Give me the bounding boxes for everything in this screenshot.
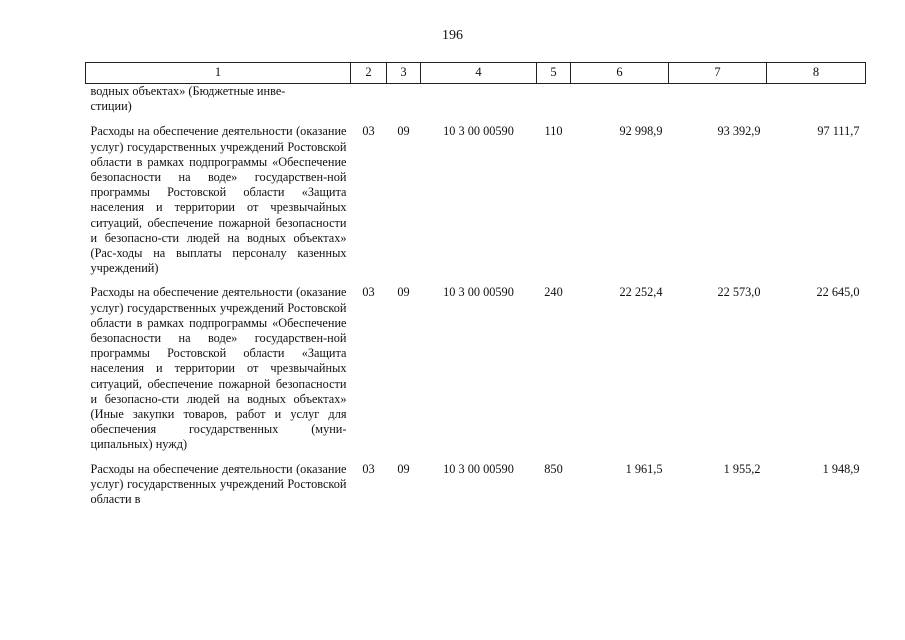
row-description: Расходы на обеспечение деятельности (оказание услуг) государственных учреждений Ростовской области в рамках подпрограммы «Обеспечение безопасности на воде» государствен-ной программы Ростовской области «Защита населения и территории от чрезвычайных ситуаций, обеспечение пожарной безопасности и безопасно-сти людей на водных объектах» (Рас-ходы на выплаты персоналу казенных учреждений) bbox=[90, 124, 347, 276]
row-section bbox=[351, 84, 387, 125]
row-expense-type: 240 bbox=[544, 285, 563, 300]
row-expense-type: 850 bbox=[544, 461, 563, 476]
row-subsection bbox=[387, 84, 421, 125]
row-amount-year-1: 1 961,5 bbox=[625, 461, 663, 476]
row-amount-year-2: 93 392,9 bbox=[717, 124, 761, 139]
row-amount-year-3 bbox=[767, 84, 866, 125]
table-row bbox=[86, 84, 866, 125]
page-number: 196 bbox=[442, 28, 463, 43]
row-section: 03 bbox=[362, 461, 375, 476]
row-amount-year-3: 22 645,0 bbox=[816, 285, 860, 300]
table-header-row bbox=[86, 63, 866, 84]
table-row bbox=[86, 124, 866, 285]
row-subsection: 09 bbox=[397, 461, 410, 476]
row-amount-year-3: 97 111,7 bbox=[817, 124, 860, 139]
row-description: Расходы на обеспечение деятельности (оказание услуг) государственных учреждений Ростовской области в рамках подпрограммы «Обеспечение безопасности на воде» государствен-ной программы Ростовской области «Защита населения и территории от чрезвычайных ситуаций, обеспечение пожарной безопасности и безопасно-сти людей на водных объектах» (Иные закупки товаров, работ и услуг для обеспечения государственных (муни-ципальных) нужд) bbox=[90, 285, 347, 452]
row-amount-year-1: 22 252,4 bbox=[619, 285, 663, 300]
row-description: водных объектах» (Бюджетные инве- стиции) bbox=[90, 84, 286, 114]
row-amount-year-2 bbox=[669, 84, 767, 125]
row-target-article: 10 3 00 00590 bbox=[443, 461, 514, 476]
row-target-article bbox=[421, 84, 537, 125]
row-expense-type bbox=[537, 84, 571, 125]
row-section: 03 bbox=[362, 124, 375, 139]
column-header-3: 3 bbox=[387, 63, 421, 84]
row-target-article: 10 3 00 00590 bbox=[443, 285, 514, 300]
column-header-8: 8 bbox=[767, 63, 866, 84]
budget-table bbox=[85, 62, 866, 507]
column-header-4: 4 bbox=[421, 63, 537, 84]
row-description: Расходы на обеспечение деятельности (оказание услуг) государственных учреждений Ростовской области в bbox=[90, 461, 347, 507]
table-body bbox=[86, 84, 866, 508]
row-amount-year-2: 22 573,0 bbox=[717, 285, 761, 300]
column-header-6: 6 bbox=[571, 63, 669, 84]
row-expense-type: 110 bbox=[544, 124, 563, 139]
table-row bbox=[86, 462, 866, 508]
column-header-2: 2 bbox=[351, 63, 387, 84]
row-target-article: 10 3 00 00590 bbox=[443, 124, 514, 139]
row-amount-year-2: 1 955,2 bbox=[723, 461, 761, 476]
row-amount-year-3: 1 948,9 bbox=[822, 461, 860, 476]
row-subsection: 09 bbox=[397, 124, 410, 139]
row-subsection: 09 bbox=[397, 285, 410, 300]
column-header-5: 5 bbox=[537, 63, 571, 84]
row-amount-year-1 bbox=[571, 84, 669, 125]
column-header-1: 1 bbox=[86, 63, 351, 84]
column-header-7: 7 bbox=[669, 63, 767, 84]
row-section: 03 bbox=[362, 285, 375, 300]
table-row bbox=[86, 285, 866, 461]
row-amount-year-1: 92 998,9 bbox=[619, 124, 663, 139]
